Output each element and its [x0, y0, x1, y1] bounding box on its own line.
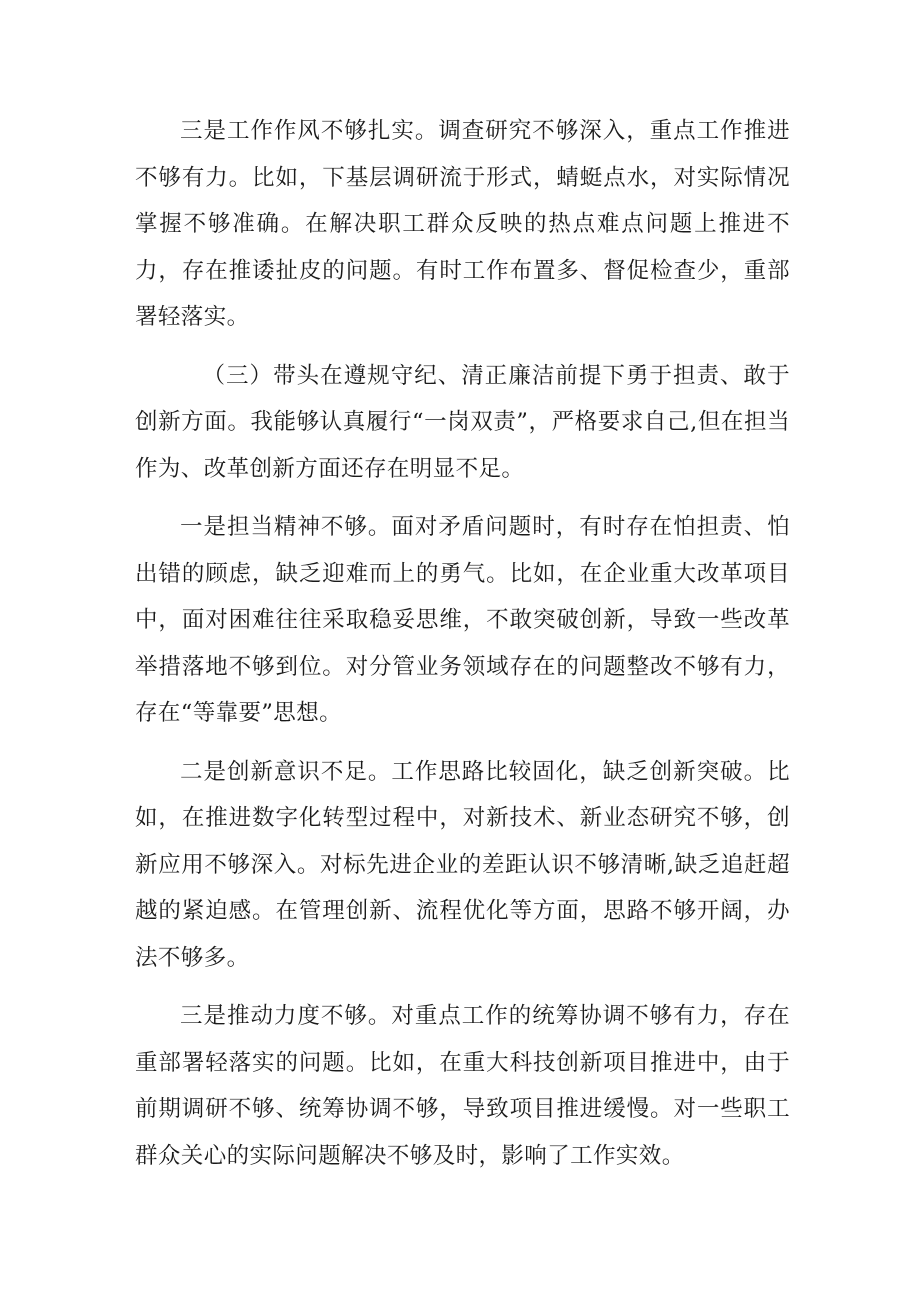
document-body: [135, 108, 790, 1191]
paragraph-promotion: 三是推动力度不够。对重点工作的统筹协调不够有力，存在重部署轻落实的问题。比如，在重大科技创新项目推进中，由于前期调研不够、统筹协调不够，导致项目推进缓慢。对一些职工群众关心的实际问题解决不够及时，影响了工作实效。: [135, 1003, 790, 1169]
section-heading-paragraph: （三）带头在遵规守纪、清正廉洁前提下勇于担责、敢于创新方面。我能够认真履行“一岗双责”，严格要求自己,但在担当作为、改革创新方面还存在明显不足。: [135, 362, 790, 482]
paragraph-work-style: 三是工作作风不够扎实。调查研究不够深入，重点工作推进不够有力。比如，下基层调研流于形式，蜻蜓点水，对实际情况掌握不够准确。在解决职工群众反映的热点难点问题上推进不力，存在推诿扯皮的问题。有时工作布置多、督促检查少，重部署轻落实。: [135, 118, 790, 330]
paragraph-responsibility: 一是担当精神不够。面对矛盾问题时，有时存在怕担责、怕出错的顾虑，缺乏迎难而上的勇气。比如，在企业重大改革项目中，面对困难往往采取稳妥思维，不敢突破创新，导致一些改革举措落地不够到位。对分管业务领域存在的问题整改不够有力，存在“等靠要”思想。: [135, 514, 790, 726]
paragraph-innovation: 二是创新意识不足。工作思路比较固化，缺乏创新突破。比如，在推进数字化转型过程中，对新技术、新业态研究不够，创新应用不够深入。对标先进企业的差距认识不够清晰,缺乏追赶超越的紧迫感。在管理创新、流程优化等方面，思路不够开阔，办法不够多。: [135, 758, 790, 971]
